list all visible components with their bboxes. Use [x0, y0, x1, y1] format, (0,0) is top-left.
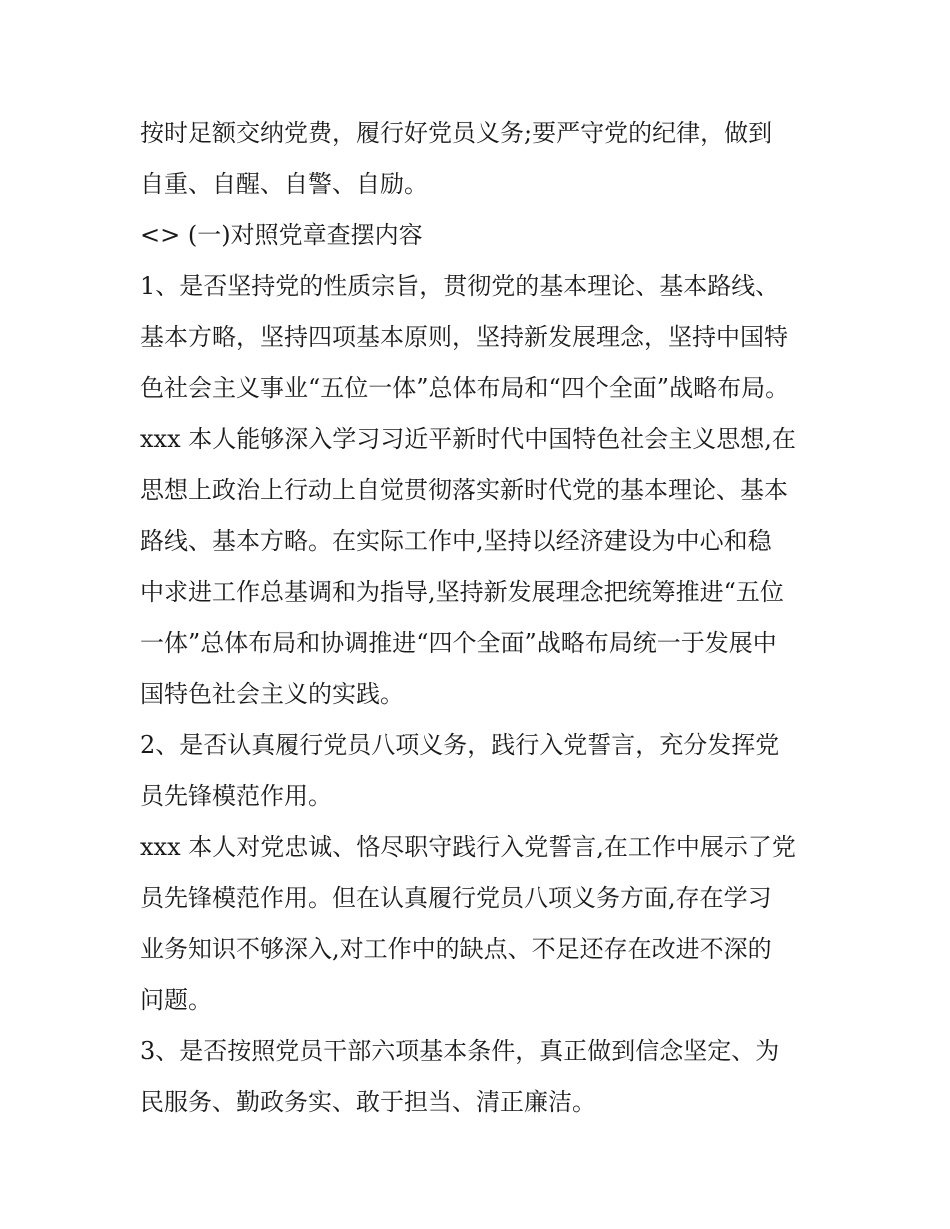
item-answer-2: xxx 本人对党忠诚、恪尽职守践行入党誓言,在工作中展示了党	[140, 833, 796, 861]
text-line: 中求进工作总基调和为指导,坚持新发展理念把统筹推进“五位	[140, 578, 784, 606]
document-body	[140, 108, 820, 1128]
text-line: 民服务、勤政务实、敢于担当、清正廉洁。	[140, 1088, 596, 1116]
text-line: 色社会主义事业“五位一体”总体布局和“四个全面”战略布局。	[140, 374, 790, 402]
text-line: 路线、基本方略。在实际工作中,坚持以经济建设为中心和稳	[140, 527, 772, 555]
section-heading: <> (一)对照党章查摆内容	[140, 221, 423, 249]
text-line: 员先锋模范作用。	[140, 782, 332, 810]
item-question-1: 1、是否坚持党的性质宗旨，贯彻党的基本理论、基本路线、	[140, 272, 780, 300]
text-line: 问题。	[140, 986, 212, 1014]
item-answer-1: xxx 本人能够深入学习习近平新时代中国特色社会主义思想,在	[140, 425, 796, 453]
text-line: 一体”总体布局和协调推进“四个全面”战略布局统一于发展中	[140, 629, 777, 657]
item-question-2: 2、是否认真履行党员八项义务，践行入党誓言，充分发挥党	[140, 731, 780, 759]
item-question-3: 3、是否按照党员干部六项基本条件，真正做到信念坚定、为	[140, 1037, 780, 1065]
text-line: 思想上政治上行动上自觉贯彻落实新时代党的基本理论、基本	[140, 476, 788, 504]
text-line: 自重、自醒、自警、自励。	[140, 170, 428, 198]
text-line: 员先锋模范作用。但在认真履行党员八项义务方面,存在学习	[140, 884, 772, 912]
text-line: 基本方略，坚持四项基本原则，坚持新发展理念，坚持中国特	[140, 323, 788, 351]
text-line: 国特色社会主义的实践。	[140, 680, 404, 708]
text-line: 按时足额交纳党费，履行好党员义务;要严守党的纪律，做到	[140, 119, 773, 147]
text-line: 业务知识不够深入,对工作中的缺点、不足还存在改进不深的	[140, 935, 772, 963]
